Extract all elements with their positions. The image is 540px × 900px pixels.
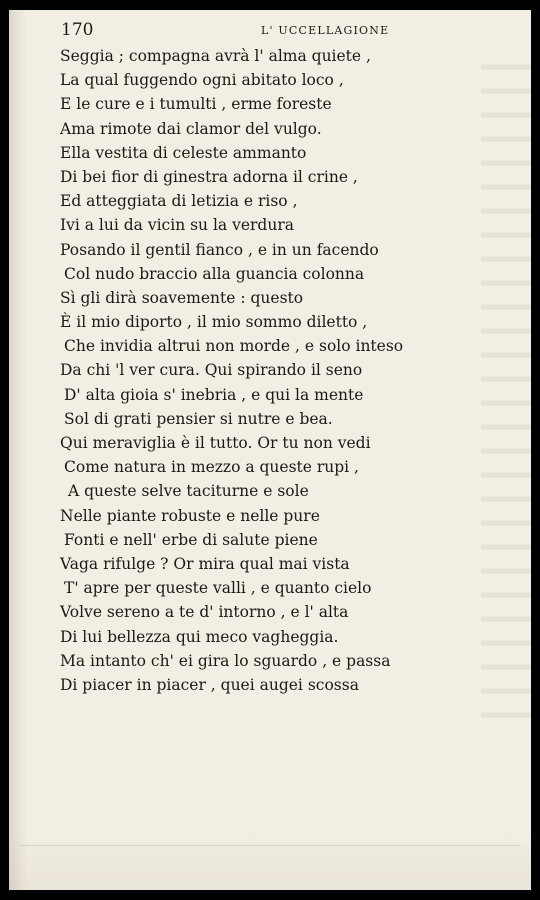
- verse-line: Seggia ; compagna avrà l' alma quiete ,: [60, 47, 371, 65]
- verse-line: D' alta gioia s' inebria , e qui la mente: [64, 385, 364, 404]
- verse-line: Ma intanto ch' ei gira lo sguardo , e passa: [60, 651, 391, 670]
- book-page: [9, 10, 531, 890]
- verse-line: Di lui bellezza qui meco vagheggia.: [60, 627, 339, 646]
- verse-line: La qual fuggendo ogni abitato loco ,: [60, 71, 344, 90]
- verse-line: Ella vestita di celeste ammanto: [60, 143, 307, 162]
- verse-line: Di piacer in piacer , quei augei scossa: [60, 675, 359, 694]
- page-number: 170: [61, 20, 94, 40]
- gutter-shadow: [9, 10, 27, 890]
- verse-line: Sì gli dirà soavemente : questo: [60, 288, 304, 307]
- verse-line: Nelle piante robuste e nelle pure: [60, 506, 320, 525]
- verse-line: Ed atteggiata di letizia e riso ,: [60, 192, 298, 211]
- verse-line: Qui meraviglia è il tutto. Or tu non vedi: [60, 434, 371, 452]
- verse-block: [60, 44, 500, 697]
- verse-line: Ivi a lui da vicin su la verdura: [60, 216, 294, 235]
- verse-line: Fonti e nell' erbe di salute piene: [64, 530, 318, 549]
- verse-line: Sol di grati pensier si nutre e bea.: [64, 409, 333, 428]
- verse-line: Come natura in mezzo a queste rupi ,: [64, 458, 359, 477]
- verse-line: E le cure e i tumulti , erme foreste: [60, 95, 332, 114]
- verse-line: Ama rimote dai clamor del vulgo.: [60, 119, 322, 138]
- bottom-shadow: [9, 830, 531, 890]
- verse-line: Col nudo braccio alla guancia colonna: [64, 264, 365, 283]
- verse-line: Volve sereno a te d' intorno , e l' alta: [60, 603, 349, 622]
- verse-line: Da chi 'l ver cura. Qui spirando il seno: [60, 361, 363, 380]
- page-header: [61, 20, 461, 42]
- verse-line: Che invidia altrui non morde , e solo inteso: [64, 337, 404, 356]
- running-head: L' UCCELLAGIONE: [261, 24, 390, 37]
- verse-line: Posando il gentil fianco , e in un facendo: [60, 240, 379, 259]
- verse-line: Vaga rifulge ? Or mira qual mai vista: [60, 554, 350, 573]
- verse-line: È il mio diporto , il mio sommo diletto ,: [60, 313, 368, 332]
- verse-line: A queste selve taciturne e sole: [68, 482, 309, 501]
- page-fold-line: [19, 845, 521, 846]
- verse-line: Di bei fior di ginestra adorna il crine ,: [60, 167, 358, 186]
- verse-line: T' apre per queste valli , e quanto cielo: [64, 579, 372, 598]
